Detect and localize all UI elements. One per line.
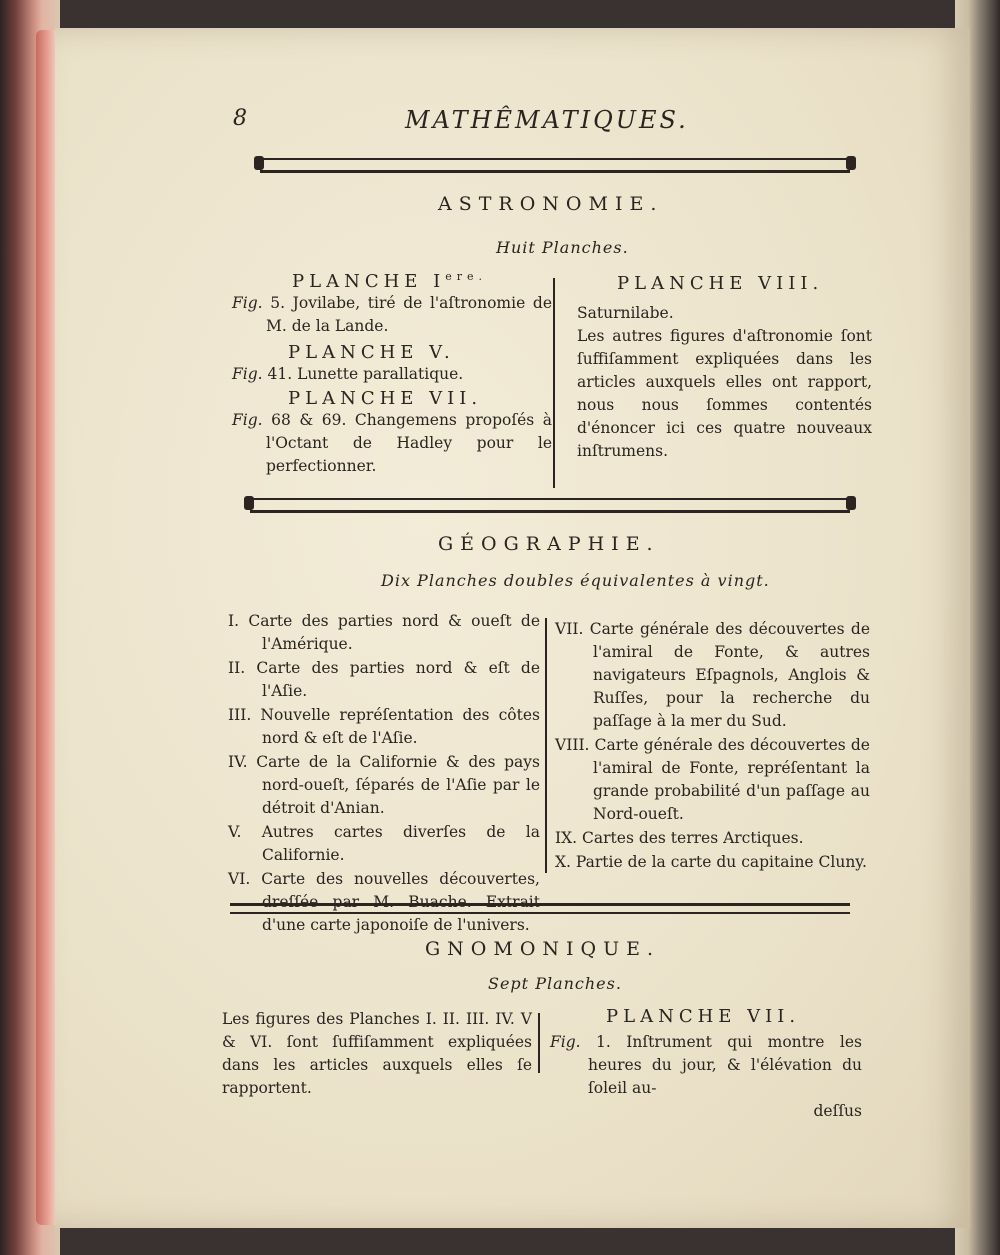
list-item: I. Carte des parties nord & oueſt de l'Amérique.: [228, 612, 540, 653]
gnomonique-right-column: [550, 1006, 862, 1123]
ornamental-rule-top: [260, 158, 850, 173]
figure-entry: Saturnilabe.: [577, 304, 674, 322]
double-rule: [230, 903, 850, 914]
planche-heading: PLANCHE $I^{ere.}$: [292, 270, 488, 292]
list-item: II. Carte des parties nord & eſt de l'Aſie.: [228, 659, 540, 700]
list-item: VII. Carte générale des découvertes de l'amiral de Fonte, & autres navigateurs Eſpagnols, Anglois & Ruſſes, pour la recherche du paſſage à la mer du Sud.: [555, 620, 870, 730]
figure-entry: Fig. 68 & 69. Changemens propoſés à l'Octant de Hadley pour le perfectionner.: [232, 411, 552, 475]
geographie-left-column: [228, 610, 540, 938]
running-title: MATHÊMATIQUES.: [405, 106, 689, 134]
section-title-geographie: GÉOGRAPHIE.: [438, 533, 660, 555]
paragraph: Les autres figures d'aſtronomie ſont ſuffiſamment expliquées dans les articles auxquels elles ont rapport, nous nous ſommes contentés d'énoncer ici ces quatre nouveaux inſtrumens.: [577, 327, 872, 460]
list-item: V. Autres cartes diverſes de la Californie.: [228, 823, 540, 864]
list-item: III. Nouvelle repréſentation des côtes nord & eſt de l'Aſie.: [228, 706, 540, 747]
list-item: VI. Carte des nouvelles découvertes, dreſſée par M. Buache. Extrait d'une carte japonoiſe de l'univers.: [228, 870, 540, 934]
section-title-gnomonique: GNOMONIQUE.: [425, 938, 661, 960]
section-subtitle-gnomonique: Sept Planches.: [488, 974, 622, 993]
list-item: IV. Carte de la Californie & des pays nord-oueſt, ſéparés de l'Aſie par le détroit d'Anian.: [228, 753, 540, 817]
catchword: deſſus: [813, 1102, 862, 1120]
section-subtitle-astronomie: Huit Planches.: [496, 238, 629, 257]
geographie-right-column: [555, 618, 870, 875]
page-number: 8: [233, 106, 247, 131]
planche-heading: PLANCHE VIII.: [617, 273, 824, 294]
section-subtitle-geographie: Dix Planches doubles équivalentes à vingt.: [381, 571, 770, 590]
ornamental-rule: [250, 498, 850, 513]
figure-entry: Fig. 1. Inſtrument qui montre les heures du jour, & l'élévation du ſoleil au-: [550, 1033, 862, 1097]
astronomie-right-column: [577, 273, 872, 463]
figure-entry: Fig. 41. Lunette parallatique.: [232, 365, 464, 383]
astronomie-left-column: [232, 268, 552, 478]
gnomonique-left-column: [222, 1008, 532, 1100]
planche-heading: PLANCHE VII.: [606, 1006, 801, 1027]
book-page: [55, 28, 970, 1228]
list-item: IX. Cartes des terres Arctiques.: [555, 829, 804, 847]
column-divider: [538, 1013, 540, 1073]
list-item: VIII. Carte générale des découvertes de l'amiral de Fonte, repréſentant la grande probabilité d'un paſſage au Nord-oueſt.: [555, 736, 870, 823]
list-item: X. Partie de la carte du capitaine Cluny.: [555, 853, 867, 871]
paragraph: Les figures des Planches I. II. III. IV. V & VI. ſont ſuffiſamment expliquées dans les articles auxquels elles ſe rapportent.: [222, 1010, 532, 1097]
column-divider: [545, 618, 547, 873]
figure-entry: Fig. 5. Jovilabe, tiré de l'aſtronomie de M. de la Lande.: [232, 294, 552, 335]
section-title-astronomie: ASTRONOMIE.: [438, 193, 664, 215]
column-divider: [553, 278, 555, 488]
planche-heading: PLANCHE VII.: [288, 388, 483, 409]
planche-heading: PLANCHE V.: [288, 342, 455, 363]
